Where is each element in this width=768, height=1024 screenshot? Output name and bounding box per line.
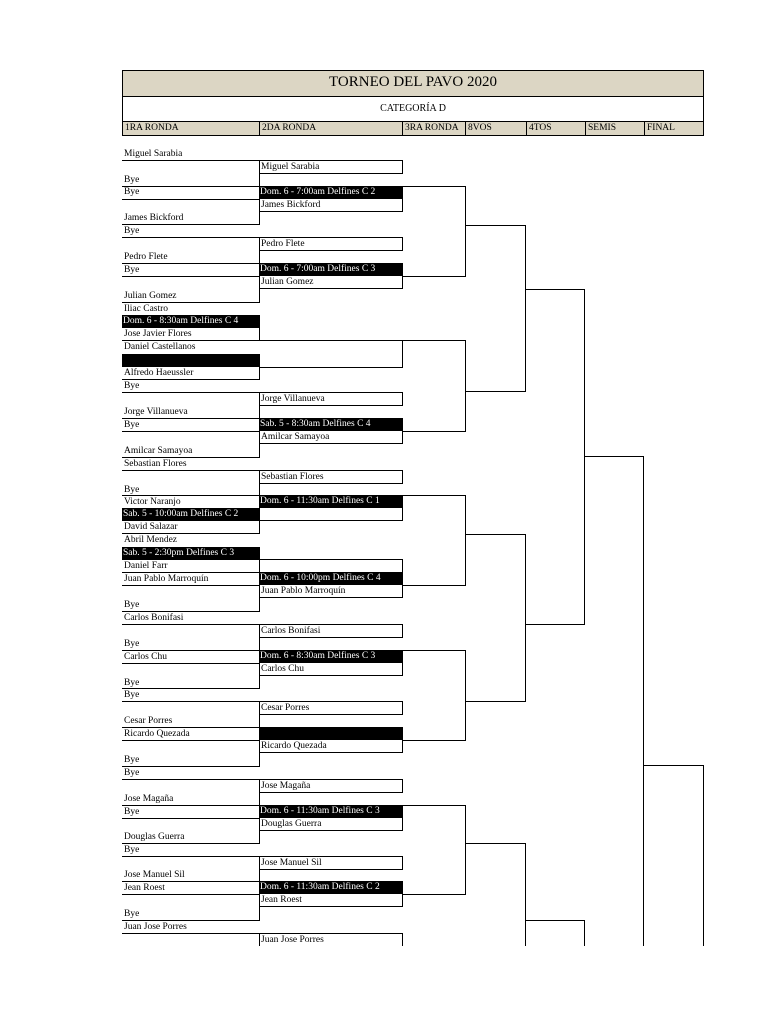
- r1-entry: Iliac Castro: [124, 304, 169, 314]
- r2-slot: Jean Roest: [259, 893, 403, 907]
- r1-entry: David Salazar: [124, 522, 178, 532]
- r1-entry: Amilcar Samayoa: [124, 446, 193, 456]
- r1-entry: Victor Naranjo: [124, 497, 181, 507]
- r2-slot: Jose Magaña: [259, 779, 403, 793]
- r1-game-slot: Sab. 5 - 10:00am Delfines C 2: [122, 508, 259, 521]
- r1-entry: Alfredo Haeussler: [124, 368, 194, 378]
- r2-slot: Sebastian Flores: [259, 470, 403, 484]
- r1-entry: Bye: [124, 420, 140, 430]
- r1-entry: Bye: [124, 226, 140, 236]
- tournament-title: TORNEO DEL PAVO 2020: [329, 74, 497, 90]
- r2-game-slot: Dom. 6 - 11:30am Delfines C 1: [259, 495, 403, 508]
- r1-entry: Bye: [124, 845, 140, 855]
- r1-entry: Bye: [124, 639, 140, 649]
- r2-slot: Douglas Guerra: [259, 817, 403, 831]
- round-header-4tos: 4TOS: [526, 122, 585, 135]
- r1-entry: Bye: [124, 265, 140, 275]
- r1-entry: Bye: [124, 678, 140, 688]
- r2-slot: Amilcar Samayoa: [259, 430, 403, 444]
- r2-slot: Julian Gomez: [259, 275, 403, 289]
- r1-entry: Daniel Farr: [124, 561, 168, 571]
- r1-entry: Bye: [124, 600, 140, 610]
- r1-entry: Carlos Chu: [124, 652, 168, 662]
- r1-entry: James Bickford: [124, 213, 184, 223]
- r1-entry: Pedro Flete: [124, 252, 168, 262]
- r2-slot: Juan Jose Porres: [259, 933, 403, 946]
- r1-entry: Jose Javier Flores: [124, 329, 192, 339]
- r1-entry: Bye: [124, 175, 140, 185]
- r2-game-slot: Dom. 6 - 11:30am Delfines C 2: [259, 881, 403, 894]
- r1-entry: Abril Mendez: [124, 535, 178, 545]
- r2-slot: Jose Manuel Sil: [259, 856, 403, 870]
- r2-slot: Carlos Chu: [259, 662, 403, 676]
- r2-game-slot: Dom. 6 - 8:30am Delfines C 3: [259, 650, 403, 663]
- r1-entry: Bye: [124, 690, 140, 700]
- r1-entry: Jose Magaña: [124, 794, 174, 804]
- r2-slot: Pedro Flete: [259, 237, 403, 251]
- r2-slot: Carlos Bonifasi: [259, 624, 403, 638]
- r1-entry: Bye: [124, 485, 140, 495]
- round-header-8vos: 8VOS: [465, 122, 526, 135]
- r2-game-slot: Dom. 6 - 7:00am Delfines C 3: [259, 263, 403, 276]
- r1-entry: Ricardo Quezada: [124, 729, 190, 739]
- r1-entry: Bye: [124, 381, 140, 391]
- category-label: CATEGORÍA D: [380, 103, 446, 114]
- r2-slot: Juan Pablo Marroquín: [259, 584, 403, 598]
- r2-game-slot: Sab. 5 - 8:30am Delfines C 4: [259, 418, 403, 431]
- r1-entry: Jorge Villanueva: [124, 407, 188, 417]
- r1-entry: Daniel Castellanos: [124, 342, 196, 352]
- r1-entry: Juan Jose Porres: [124, 922, 187, 932]
- r1-entry: Bye: [124, 807, 140, 817]
- r1-entry: Douglas Guerra: [124, 832, 185, 842]
- r1-game-slot: Dom. 6 - 8:30am Delfines C 4: [122, 315, 259, 328]
- r1-entry: Jose Manuel Sil: [124, 870, 185, 880]
- r2-slot: Cesar Porres: [259, 701, 403, 715]
- round-header-1: 1RA RONDA: [125, 123, 179, 133]
- round-header-2: 2DA RONDA: [259, 122, 402, 135]
- r2-slot: Miguel Sarabia: [259, 160, 403, 174]
- r1-entry: Jean Roest: [124, 883, 165, 893]
- r1-entry: Bye: [124, 187, 140, 197]
- r1-entry: Julian Gomez: [124, 291, 177, 301]
- r2-game-slot: Dom. 6 - 10:00pm Delfines C 4: [259, 572, 403, 585]
- r2-slot: [259, 507, 403, 521]
- r1-entry: Juan Pablo Marroquín: [124, 574, 209, 584]
- r1-entry: Carlos Bonifasi: [124, 613, 184, 623]
- r2-game-slot: Dom. 6 - 7:00am Delfines C 2: [259, 186, 403, 199]
- round-header-3: 3RA RONDA: [402, 122, 465, 135]
- r1-entry: Cesar Porres: [124, 716, 173, 726]
- r2-slot: Ricardo Quezada: [259, 739, 403, 753]
- r1-game-slot: [122, 354, 259, 367]
- r2-slot: [259, 559, 403, 573]
- r2-game-slot: Dom. 6 - 11:30am Delfines C 3: [259, 805, 403, 818]
- r2-slot: James Bickford: [259, 198, 403, 212]
- r1-game-slot: Sab. 5 - 2:30pm Delfines C 3: [122, 547, 259, 560]
- round-header-final: FINAL: [644, 122, 703, 135]
- r1-entry: Bye: [124, 755, 140, 765]
- r1-entry: Miguel Sarabia: [124, 149, 183, 159]
- r1-entry: Bye: [124, 768, 140, 778]
- r1-entry: Sebastian Flores: [124, 459, 187, 469]
- r1-entry: Bye: [124, 909, 140, 919]
- round-header-semis: SEMIS: [585, 122, 644, 135]
- r2-slot: Jorge Villanueva: [259, 392, 403, 406]
